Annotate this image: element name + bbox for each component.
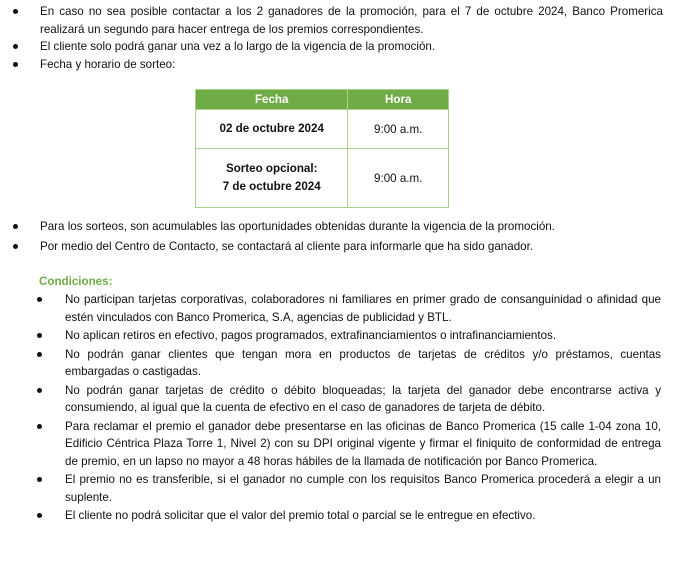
list-item: [0, 418, 681, 471]
condition-text: El cliente no podrá solicitar que el valor del premio total o parcial se le entregue en efectivo.: [65, 509, 536, 522]
list-item: [0, 56, 681, 74]
bullet-text: Para los sorteos, son acumulables las oportunidades obtenidas durante la vigencia de la promoción.: [40, 220, 555, 233]
condition-text: Para reclamar el premio el ganador debe presentarse en las oficinas de Banco Promerica (15 calle 1-04 zona 10, Edificio Céntrica Plaza Torre 1, Nivel 2) con su DPI original vigente y firmar el finiquito de conformidad de entrega de premio, en un lapso no mayor a 48 horas hábiles de la llamada de notificación por Banco Promerica.: [65, 419, 661, 468]
conditions-heading: Condiciones:: [39, 275, 113, 288]
bullet-icon: [37, 297, 42, 302]
condition-text: No aplican retiros en efectivo, pagos programados, extrafinanciamientos o intrafinanciamientos.: [65, 329, 557, 342]
condition-text: No podrán ganar clientes que tengan mora en productos de tarjetas de créditos y/o préstamos, cuentas embargadas o castigadas.: [65, 347, 661, 378]
list-item: [0, 218, 681, 236]
header-hora: Hora: [348, 90, 449, 110]
top-bullet-list: [0, 3, 681, 73]
bullet-icon: [37, 424, 42, 429]
bullet-text: Por medio del Centro de Contacto, se contactará al cliente para informarle que ha sido ganador.: [40, 239, 534, 253]
list-item: [0, 3, 681, 38]
list-item: [0, 346, 681, 381]
bullet-icon: [37, 333, 42, 338]
fecha-text-line2: 7 de octubre 2024: [222, 180, 321, 193]
bullet-icon: [13, 9, 18, 14]
bullet-text: En caso no sea posible contactar a los 2 ganadores de la promoción, para el 7 de octubre 2024, Banco Promerica realizará un segundo para hacer entrega de los premios correspondientes.: [40, 5, 663, 36]
condition-text: No podrán ganar tarjetas de crédito o débito bloqueadas; la tarjeta del ganador debe encontrarse activa y consumiendo, al igual que la cuenta de efectivo en el caso de ganadores de tarjeta de débito.: [65, 383, 661, 414]
draw-schedule-table: [195, 89, 449, 208]
condition-text: El premio no es transferible, si el ganador no cumple con los requisitos Banco Promerica procederá a elegir a un suplente.: [65, 473, 661, 504]
table-row: [196, 149, 449, 208]
mid-bullet-list: [0, 218, 681, 257]
table-header-row: [196, 90, 449, 110]
fecha-cell: [196, 149, 348, 208]
hora-cell: 9:00 a.m.: [348, 110, 449, 149]
bullet-icon: [37, 388, 42, 393]
conditions-list: [0, 291, 681, 526]
list-item: [0, 507, 681, 525]
bullet-icon: [37, 513, 42, 518]
table-row: [196, 110, 449, 149]
hora-cell: 9:00 a.m.: [348, 149, 449, 208]
bullet-text: Fecha y horario de sorteo:: [40, 57, 176, 71]
list-item: [0, 38, 681, 56]
fecha-text-line1: Sorteo opcional:: [225, 162, 318, 175]
list-item: [0, 327, 681, 345]
list-item: [0, 382, 681, 417]
list-item: [0, 471, 681, 506]
header-fecha: Fecha: [196, 90, 348, 110]
bullet-icon: [37, 352, 42, 357]
bullet-text: El cliente solo podrá ganar una vez a lo largo de la vigencia de la promoción.: [40, 40, 436, 53]
fecha-cell: [196, 110, 348, 149]
bullet-icon: [13, 224, 18, 229]
condition-text: No participan tarjetas corporativas, colaboradores ni familiares en primer grado de consanguinidad o afinidad que estén vinculados con Banco Promerica, S.A, agencias de publicidad y BTL.: [65, 293, 661, 324]
list-item: [0, 238, 681, 256]
bullet-icon: [13, 44, 18, 49]
bullet-icon: [13, 62, 18, 67]
list-item: [0, 291, 681, 326]
fecha-text: 02 de octubre 2024: [219, 122, 324, 135]
bullet-icon: [37, 477, 42, 482]
bullet-icon: [13, 244, 18, 249]
